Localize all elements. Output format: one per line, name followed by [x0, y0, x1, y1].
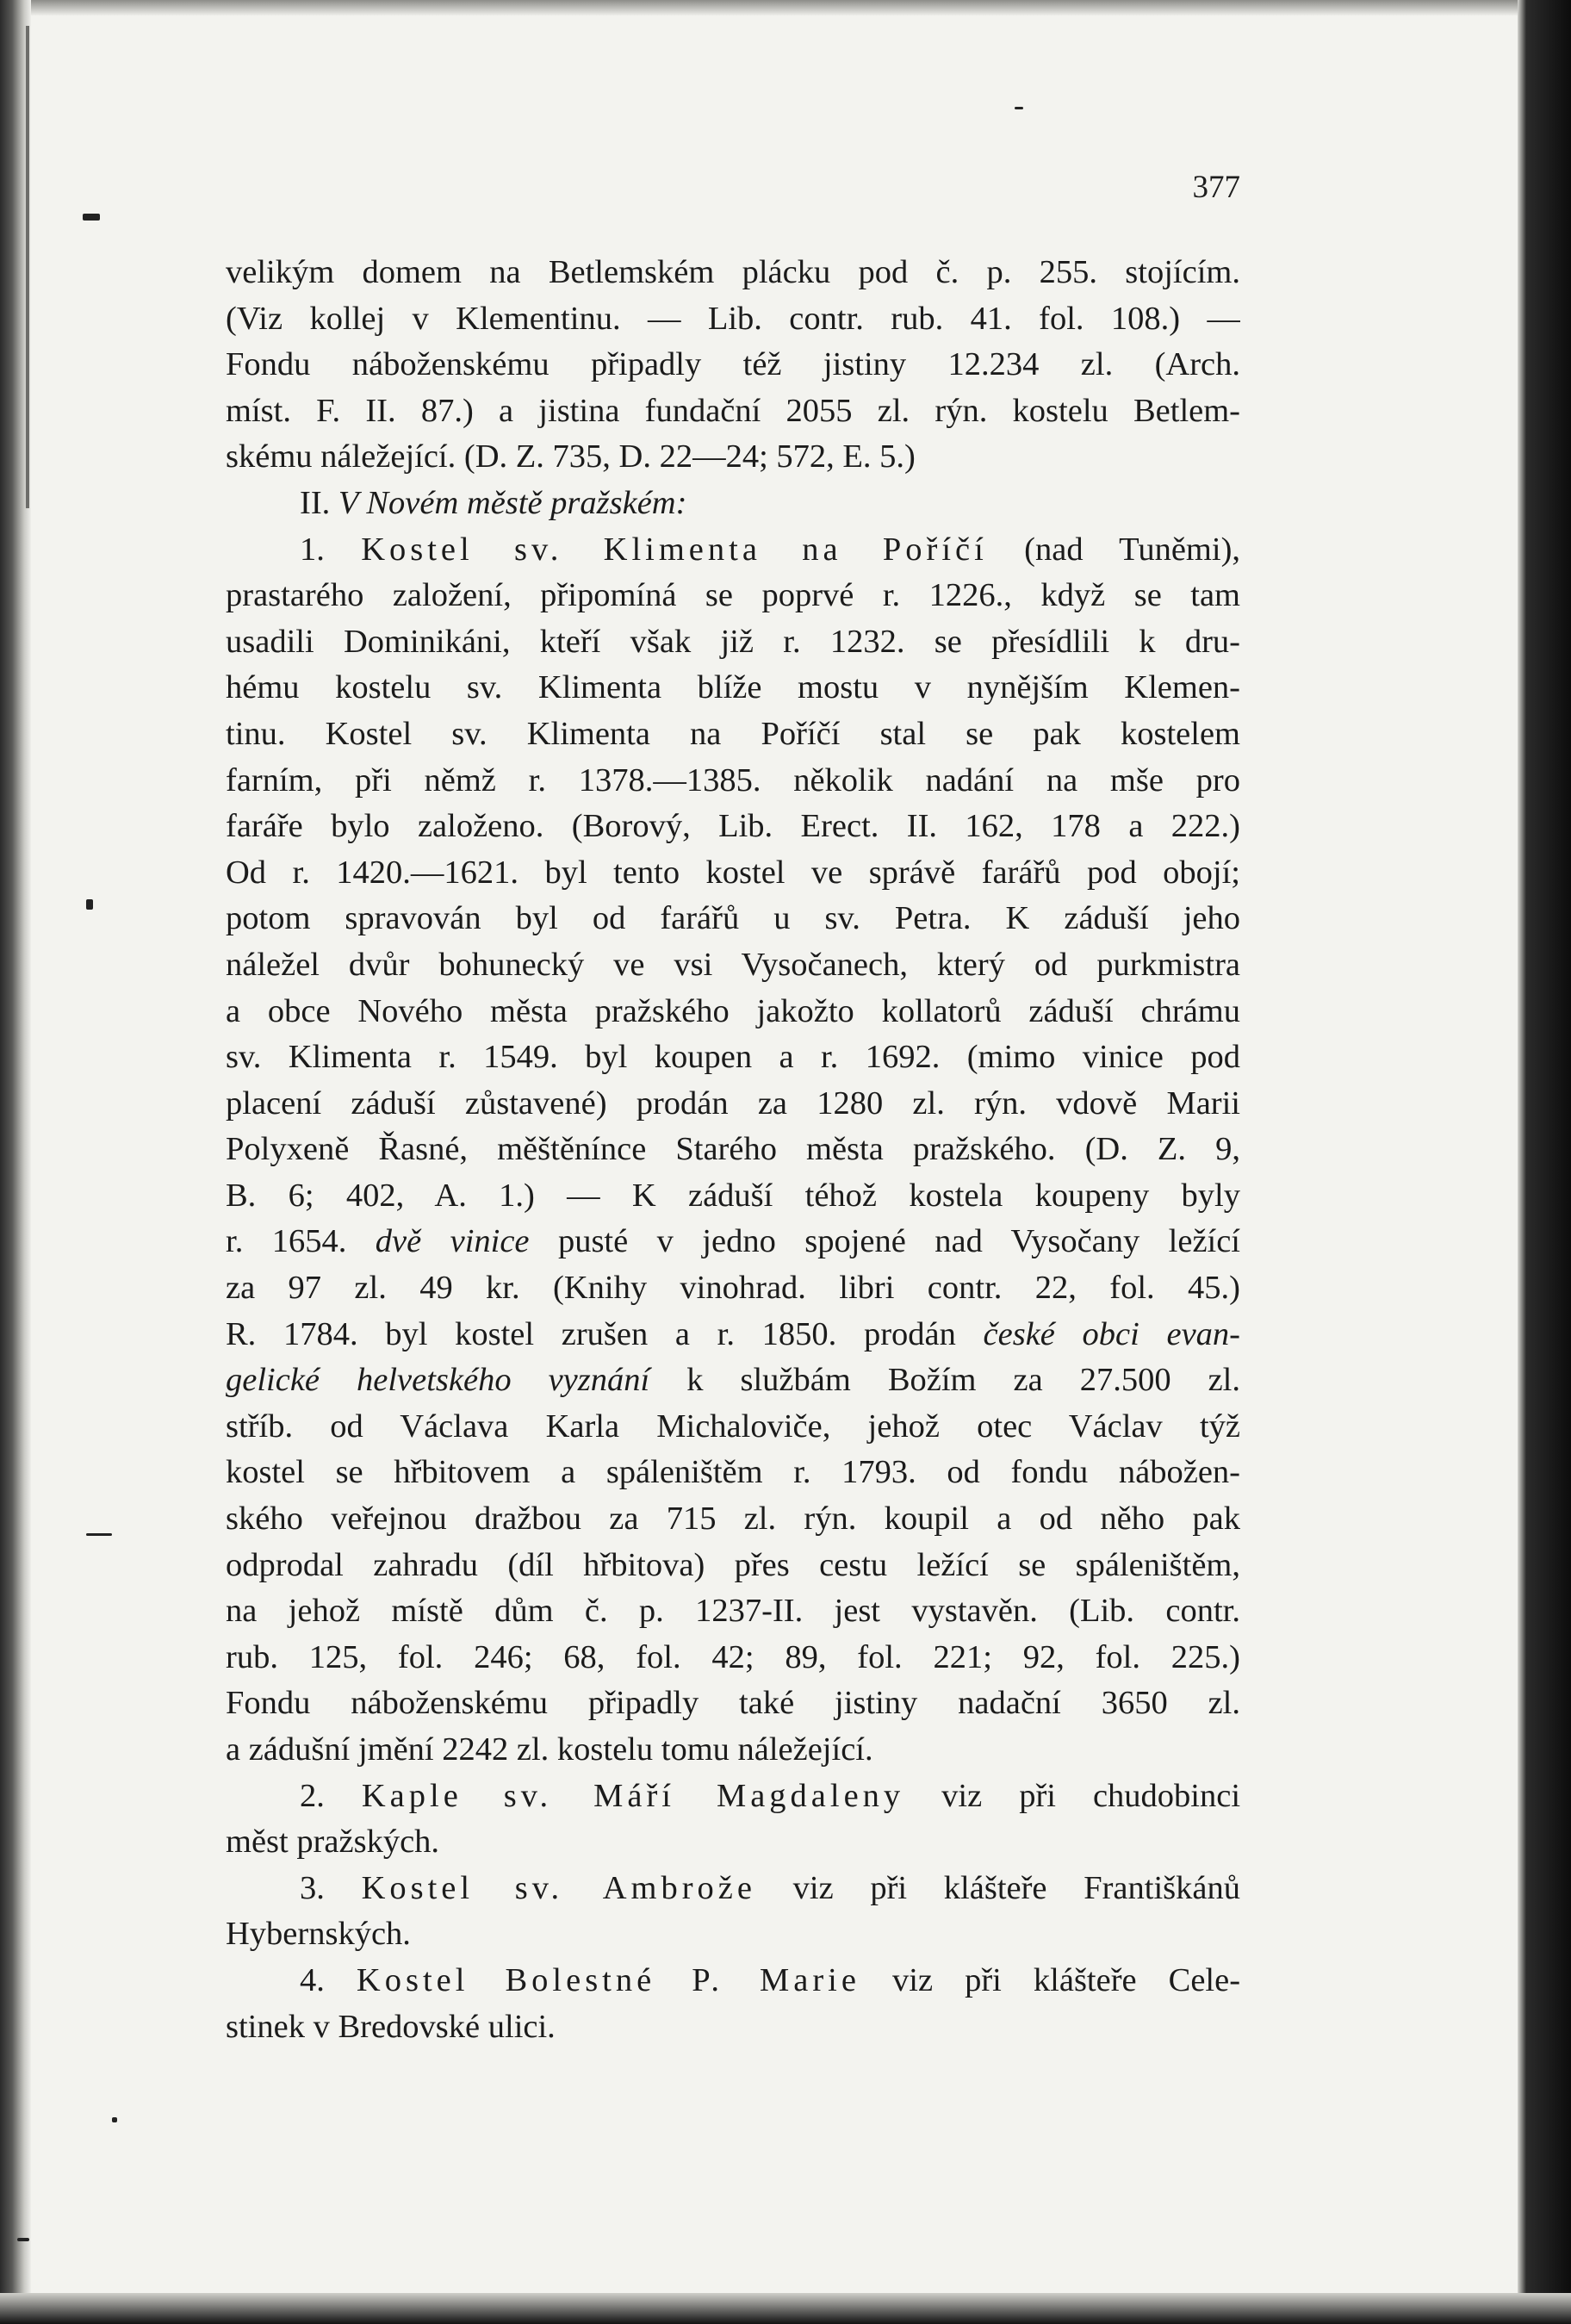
line-text: usadili Dominikáni, kteří však již r. 1232. se přesídlili k dru- [226, 623, 1240, 660]
text-line [226, 388, 1240, 435]
text-line [226, 1219, 1240, 1265]
line-text: potom spravován byl od farářů u sv. Petra. K záduší jeho [226, 900, 1240, 937]
text-line [226, 481, 1240, 527]
text-line [226, 665, 1240, 711]
text-line [226, 1265, 1240, 1312]
line-text: k službám Božím za 27.500 zl. [686, 1362, 1240, 1399]
item-title: Kostel sv. Ambrože [361, 1869, 756, 1906]
item-title: Kostel Bolestné P. Marie [356, 1961, 860, 1998]
line-text: stinek v Bredovské ulici. [226, 2008, 556, 2045]
text-line [226, 1404, 1240, 1451]
line-text: farním, při němž r. 1378.—1385. několik nadání na mše pro [226, 761, 1240, 798]
text-line [226, 1081, 1240, 1128]
text-line [226, 527, 1240, 574]
scan-speck [17, 2238, 29, 2241]
line-text: R. 1784. byl kostel zrušen a r. 1850. prodán [226, 1315, 956, 1352]
line-text: a zádušní jmění 2242 zl. kostelu tomu náležející. [226, 1731, 873, 1768]
text-line [226, 1173, 1240, 1220]
text-line [226, 1450, 1240, 1496]
text-line [226, 573, 1240, 619]
text-line [226, 1911, 1240, 1958]
text-line [226, 1727, 1240, 1774]
line-emphasis: dvě vinice [375, 1223, 530, 1260]
item-text: viz při chudobinci [941, 1777, 1240, 1814]
line-text: ského veřejnou dražbou za 715 zl. rýn. koupil a od něho pak [226, 1501, 1240, 1538]
line-text: (Viz kollej v Klementinu. — Lib. contr. rub. 41. fol. 108.) — [226, 300, 1240, 337]
text-line [226, 342, 1240, 388]
text-line [226, 1958, 1240, 2004]
line-text: náležel dvůr bohunecký ve vsi Vysočanech, který od purkmistra [226, 946, 1240, 983]
item-text: (nad Tuněmi), [1024, 531, 1240, 568]
line-text: kostel se hřbitovem a spáleništěm r. 1793. od fondu nábožen- [226, 1454, 1240, 1491]
text-line [226, 434, 1240, 481]
line-text: Od r. 1420.—1621. byl tento kostel ve správě farářů pod obojí; [226, 854, 1240, 891]
text-line [226, 1635, 1240, 1681]
text-line [226, 1358, 1240, 1404]
item-title: Kaple sv. Máří Magdaleny [361, 1777, 905, 1814]
text-line [226, 619, 1240, 666]
text-line [226, 1496, 1240, 1543]
page-binding-shadow [0, 0, 31, 2324]
line-text: Hybernských. [226, 1916, 411, 1953]
line-text: hému kostelu sv. Klimenta blíže mostu v nynějším Klemen- [226, 669, 1240, 706]
binding-rule [26, 26, 29, 508]
line-text: a obce Nového města pražského jakožto kollatorů záduší chrámu [226, 992, 1240, 1029]
section-title: V Novém městě pražském: [338, 484, 687, 521]
line-text: rub. 125, fol. 246; 68, fol. 42; 89, fol. 221; 92, fol. 225.) [226, 1638, 1240, 1675]
line-text: Fondu náboženskému připadly také jistiny nadační 3650 zl. [226, 1685, 1240, 1722]
scan-speck [112, 2117, 117, 2122]
line-emphasis: české obci evan- [983, 1315, 1240, 1352]
text-line [226, 804, 1240, 850]
line-text: Polyxeně Řasné, měštěnínce Starého města pražského. (D. Z. 9, [226, 1131, 1240, 1168]
text-line [226, 1588, 1240, 1635]
item-title: Kostel sv. Klimenta na Poříčí [361, 531, 988, 568]
item-number: 4. [300, 1961, 325, 1998]
line-text: Fondu náboženskému připadly též jistiny 12.234 zl. (Arch. [226, 346, 1240, 383]
line-text: velikým domem na Betlemském plácku pod č. p. 255. stojícím. [226, 254, 1240, 290]
item-number: 1. [300, 531, 325, 568]
line-text: stříb. od Václava Karla Michaloviče, jehož otec Václav týž [226, 1407, 1240, 1445]
text-line [226, 1866, 1240, 1912]
scan-speck [86, 899, 93, 910]
line-text: za 97 zl. 49 kr. (Knihy vinohrad. libri contr. 22, fol. 45.) [226, 1270, 1240, 1307]
page-right-edge [1518, 0, 1571, 2324]
line-text: sv. Klimenta r. 1549. byl koupen a r. 1692. (mimo vinice pod [226, 1039, 1240, 1076]
scan-speck [86, 1533, 112, 1536]
line-text: r. 1654. [226, 1223, 347, 1260]
scan-speck [83, 214, 100, 221]
line-emphasis: gelické helvetského vyznání [226, 1362, 650, 1399]
page-number: 377 [1192, 170, 1240, 205]
line-text: odprodal zahradu (díl hřbitova) přes cestu ležící se spáleništěm, [226, 1546, 1240, 1583]
item-text: viz při klášteře Františkánů [792, 1869, 1240, 1906]
page-bottom-edge [0, 2293, 1571, 2324]
text-line [226, 1035, 1240, 1081]
text-line [226, 758, 1240, 805]
text-line [226, 989, 1240, 1035]
section-number: II. [300, 484, 331, 521]
text-line [226, 1312, 1240, 1358]
text-line [226, 1819, 1240, 1866]
line-text: na jehož místě dům č. p. 1237-II. jest vystavěn. (Lib. contr. [226, 1593, 1240, 1630]
item-number: 2. [300, 1777, 325, 1814]
line-text: měst pražských. [226, 1824, 440, 1861]
text-line [226, 1543, 1240, 1589]
text-line [226, 1681, 1240, 1727]
item-number: 3. [300, 1869, 325, 1906]
text-line [226, 711, 1240, 758]
body-text [226, 250, 1240, 2050]
line-text: faráře bylo založeno. (Borový, Lib. Erect. II. 162, 178 a 222.) [226, 808, 1240, 845]
line-text: skému náležející. (D. Z. 735, D. 22—24; 572, E. 5.) [226, 438, 916, 475]
page-top-shadow [0, 0, 1571, 16]
line-text: B. 6; 402, A. 1.) — K záduší téhož kostela koupeny byly [226, 1177, 1240, 1214]
line-text: míst. F. II. 87.) a jistina fundační 2055 zl. rýn. kostelu Betlem- [226, 392, 1240, 429]
scan-speck [1015, 107, 1023, 109]
text-line [226, 250, 1240, 296]
line-text: pusté v jedno spojené nad Vysočany ležící [557, 1223, 1240, 1260]
line-text: placení záduší zůstavené) prodán za 1280 zl. rýn. vdově Marii [226, 1084, 1240, 1122]
text-line [226, 1774, 1240, 1820]
text-line [226, 1127, 1240, 1173]
text-line [226, 896, 1240, 942]
line-text: tinu. Kostel sv. Klimenta na Poříčí stal se pak kostelem [226, 715, 1240, 752]
line-text: prastarého založení, připomíná se poprvé r. 1226., když se tam [226, 577, 1240, 614]
text-line [226, 296, 1240, 343]
item-text: viz při klášteře Cele- [892, 1961, 1240, 1998]
text-line [226, 850, 1240, 897]
text-line [226, 2004, 1240, 2051]
text-line [226, 942, 1240, 989]
